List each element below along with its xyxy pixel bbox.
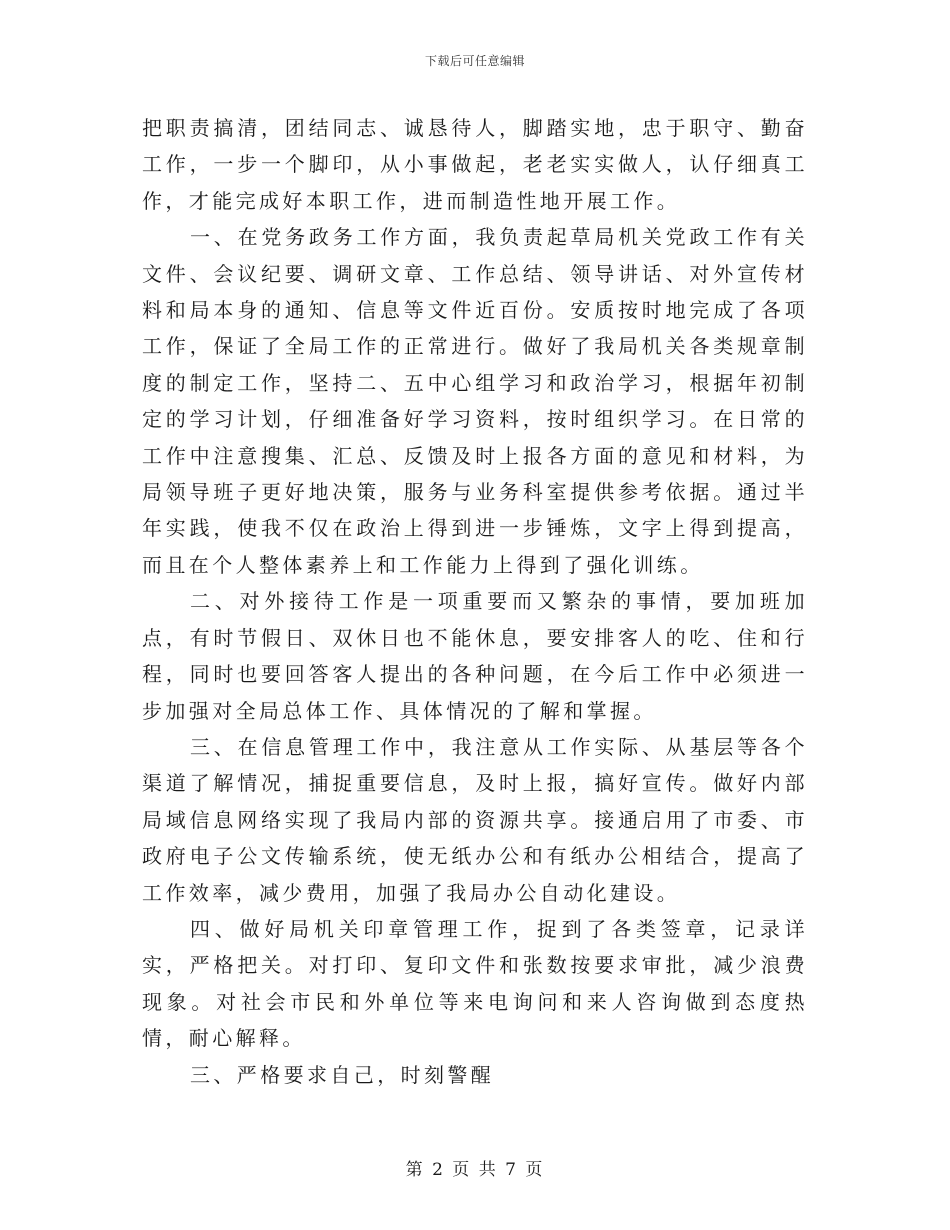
page-header: 下载后可任意编辑 [424,54,525,68]
document-body [142,110,808,1093]
paragraph: 三、在信息管理工作中，我注意从工作实际、从基层等各个渠道了解情况，捕捉重要信息，及时上报，搞好宣传。做好内部局域信息网络实现了我局内部的资源共享。接通启用了市委、市政府电子公文传输系统，使无纸办公和有纸办公相结合，提高了工作效率，减少费用，加强了我局办公自动化建设。 [142,734,808,905]
page-number: 第 2 页 共 7 页 [405,1160,545,1180]
paragraph: 四、做好局机关印章管理工作，捉到了各类签章，记录详实，严格把关。对打印、复印文件和张数按要求审批，减少浪费现象。对社会市民和外单位等来电询问和来人咨询做到态度热情，耐心解释。 [142,916,808,1051]
section-heading: 三、严格要求自己，时刻警醒 [190,1062,495,1087]
paragraph: 一、在党务政务工作方面，我负责起草局机关党政工作有关文件、会议纪要、调研文章、工作总结、领导讲话、对外宣传材料和局本身的通知、信息等文件近百份。安质按时地完成了各项工作，保证了全局工作的正常进行。做好了我局机关各类规章制度的制定工作，坚持二、五中心组学习和政治学习，根据年初制定的学习计划，仔细准备好学习资料，按时组织学习。在日常的工作中注意搜集、汇总、反馈及时上报各方面的意见和材料，为局领导班子更好地决策，服务与业务科室提供参考依据。通过半年实践，使我不仅在政治上得到进一步锤炼，文字上得到提高，而且在个人整体素养上和工作能力上得到了强化训练。 [142,225,808,577]
paragraph: 二、对外接待工作是一项重要而又繁杂的事情，要加班加点，有时节假日、双休日也不能休息，要安排客人的吃、住和行程，同时也要回答客人提出的各种问题，在今后工作中必须进一步加强对全局总体工作、具体情况的了解和掌握。 [142,589,808,723]
paragraph: 把职责搞清，团结同志、诚恳待人，脚踏实地，忠于职守、勤奋工作，一步一个脚印，从小事做起，老老实实做人，认仔细真工作，才能完成好本职工作，进而制造性地开展工作。 [142,116,808,213]
